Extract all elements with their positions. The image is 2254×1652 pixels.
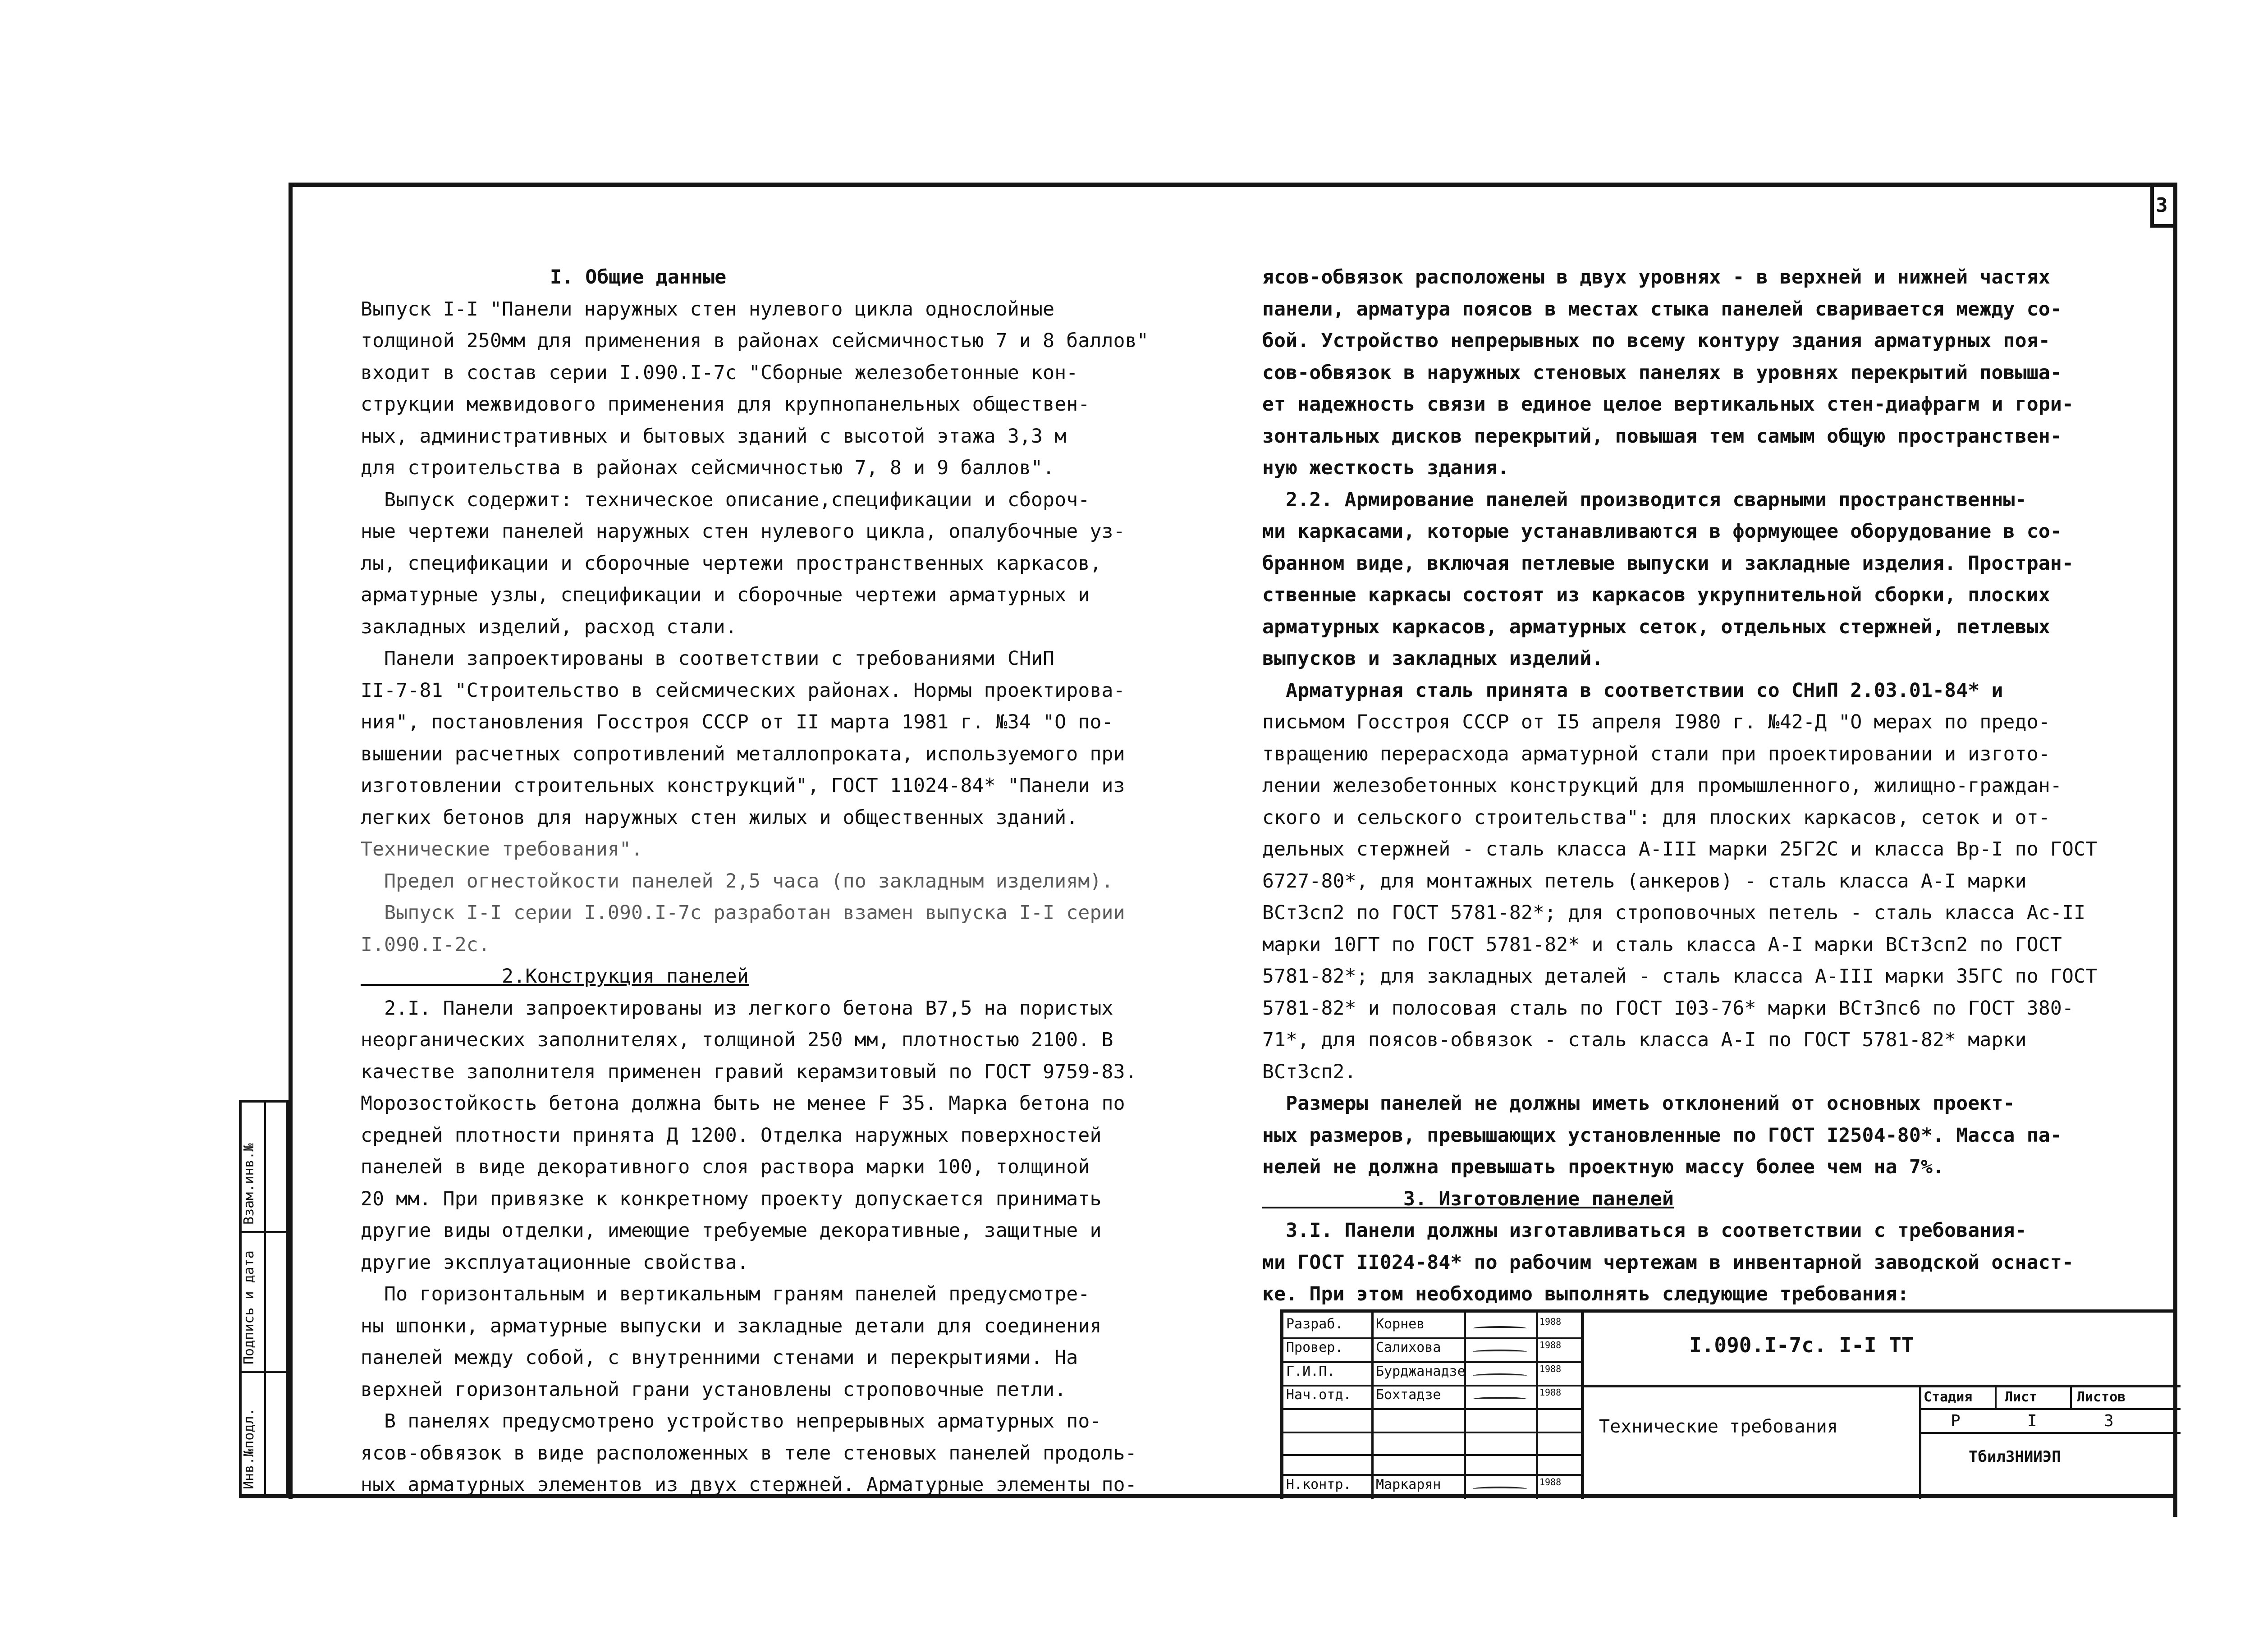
side-stamp-cell xyxy=(242,1103,286,1233)
text-line: ясов-обвязок расположены в двух уровнях - в верхней и нижней частях xyxy=(1262,266,2050,288)
title-block-name: Маркарян xyxy=(1376,1477,1441,1492)
text-line: Размеры панелей не должны иметь отклонений от основных проект- xyxy=(1262,1092,2015,1115)
left-text-column xyxy=(361,261,1149,1501)
text-line: 3.I. Панели должны изготавливаться в соответствии с требования- xyxy=(1262,1219,2027,1242)
text-line: ные чертежи панелей наружных стен нулевого цикла, опалубочные уз- xyxy=(361,520,1125,543)
tb-vline xyxy=(1581,1313,1584,1499)
text-line: бой. Устройство непрерывных по всему контуру здания арматурных поя- xyxy=(1262,329,2050,352)
text-line: средней плотности принята Д 1200. Отделка наружных поверхностей xyxy=(361,1124,1102,1147)
text-line: ми ГОСТ II024-84* по рабочим чертежам в инвентарной заводской оснаст- xyxy=(1262,1251,2074,1274)
title-block-date: 1988 xyxy=(1539,1364,1562,1374)
sheets-value: 3 xyxy=(2104,1412,2114,1430)
text-line: толщиной 250мм для применения в районах сейсмичностью 7 и 8 баллов" xyxy=(361,329,1149,352)
tb-hline xyxy=(1283,1385,1581,1387)
title-block-role: Провер. xyxy=(1286,1340,1343,1355)
tb-hline xyxy=(1283,1361,1581,1363)
text-line: струкции межвидового применения для крупнопанельных обществен- xyxy=(361,393,1090,416)
title-block-date: 1988 xyxy=(1539,1340,1562,1350)
text-line: сов-обвязок в наружных стеновых панелях в уровнях перекрытий повыша- xyxy=(1262,361,2062,384)
tb-hline xyxy=(1919,1408,2181,1410)
text-line: ясов-обвязок в виде расположенных в теле стеновых панелей продоль- xyxy=(361,1441,1137,1464)
tb-vline xyxy=(1536,1313,1538,1499)
tb-hline xyxy=(1283,1337,1581,1339)
text-line: Арматурная сталь принята в соответствии со СНиП 2.03.01-84* и xyxy=(1262,679,2003,702)
text-line: ных размеров, превышающих установленные по ГОСТ I2504-80*. Масса па- xyxy=(1262,1124,2062,1147)
text-line: выпусков и закладных изделий. xyxy=(1262,647,1603,670)
text-line: ную жесткость здания. xyxy=(1262,457,1509,479)
text-line: легких бетонов для наружных стен жилых и общественных зданий. xyxy=(361,806,1078,829)
text-line: ны шпонки, арматурные выпуски и закладные детали для соединения xyxy=(361,1314,1102,1337)
tb-vline xyxy=(2070,1385,2072,1409)
tb-hline xyxy=(1283,1432,1581,1433)
signature-mark xyxy=(1473,1487,1527,1491)
text-line: другие эксплуатационные свойства. xyxy=(361,1251,749,1274)
text-line: зонтальных дисков перекрытий, повышая тем самым общую пространствен- xyxy=(1262,425,2062,448)
text-line: панелей между собой, с внутренними стенами и перекрытиями. На xyxy=(361,1346,1078,1369)
signature-mark xyxy=(1473,1373,1527,1378)
text-line: ке. При этом необходимо выполнять следующие требования: xyxy=(1262,1283,1909,1305)
frame-top-border xyxy=(289,183,2177,187)
text-line: ния", постановления Госстроя СССР от II марта 1981 г. №34 "О по- xyxy=(361,711,1113,733)
text-line: твращению перерасхода арматурной стали при проектировании и изгото- xyxy=(1262,742,2050,765)
text-line: Технические требования". xyxy=(361,838,643,860)
title-block-role: Нач.отд. xyxy=(1286,1387,1351,1403)
text-line: лении железобетонных конструкций для промышленного, жилищно-граждан- xyxy=(1262,774,2062,797)
stage-value: Р xyxy=(1951,1412,1961,1430)
side-approval-stamp xyxy=(239,1100,289,1498)
tb-hline xyxy=(1919,1432,2181,1434)
text-line: ВСт3сп2 по ГОСТ 5781-82*; для строповочных петель - сталь класса Ас-II xyxy=(1262,902,2086,924)
text-line: ми каркасами, которые устанавливаются в формующее оборудование в со- xyxy=(1262,520,2062,543)
sheet-value: I xyxy=(2027,1412,2037,1430)
title-block-date: 1988 xyxy=(1539,1387,1562,1398)
side-stamp-label: Подпись и дата xyxy=(241,1250,257,1364)
text-line: ных, административных и бытовых зданий с высотой этажа 3,3 м xyxy=(361,425,1067,448)
text-line: вышении расчетных сопротивлений металлопроката, используемого при xyxy=(361,742,1125,765)
text-line: I.090.I-2с. xyxy=(361,933,490,956)
text-line: 5781-82* и полосовая сталь по ГОСТ I03-76* марки ВСт3пс6 по ГОСТ 380- xyxy=(1262,997,2074,1020)
title-block xyxy=(1280,1309,2177,1499)
text-line: ных арматурных элементов из двух стержней. Арматурные элементы по- xyxy=(361,1474,1137,1496)
sheet-label: Лист xyxy=(2005,1389,2038,1405)
text-line: для строительства в районах сейсмичностью 7, 8 и 9 баллов". xyxy=(361,457,1055,479)
title-block-name: Бурджанадзе xyxy=(1376,1364,1466,1379)
text-line: II-7-81 "Строительство в сейсмических районах. Нормы проектирова- xyxy=(361,679,1125,702)
text-line: 2.Конструкция панелей xyxy=(361,965,749,988)
text-line: 5781-82*; для закладных деталей - сталь класса А-III марки 35ГС по ГОСТ xyxy=(1262,965,2098,988)
text-line: 6727-80*, для монтажных петель (анкеров) - сталь класса А-I марки xyxy=(1262,869,2027,892)
title-block-role: Г.И.П. xyxy=(1286,1364,1335,1379)
text-line: изготовлении строительных конструкций", ГОСТ 11024-84* "Панели из xyxy=(361,774,1125,797)
text-line: 71*, для поясов-обвязок - сталь класса А-I по ГОСТ 5781-82* марки xyxy=(1262,1029,2027,1051)
text-line: По горизонтальным и вертикальным граням панелей предусмотре- xyxy=(361,1283,1090,1305)
title-block-role: Н.контр. xyxy=(1286,1477,1351,1492)
signature-mark xyxy=(1473,1326,1527,1331)
sheet-title: Технические требования xyxy=(1599,1416,1838,1437)
tb-hline xyxy=(1581,1385,2181,1387)
text-line: 2.2. Армирование панелей производится сварными пространственны- xyxy=(1262,488,2027,511)
signature-mark xyxy=(1473,1397,1527,1401)
tb-hline xyxy=(1283,1474,1581,1476)
text-line: Морозостойкость бетона должна быть не менее F 35. Марка бетона по xyxy=(361,1092,1125,1115)
side-stamp-cell xyxy=(242,1373,286,1496)
title-block-date: 1988 xyxy=(1539,1477,1562,1487)
tb-vline xyxy=(1919,1385,1921,1499)
text-line: дельных стержней - сталь класса А-III марки 25Г2С и класса Вр-I по ГОСТ xyxy=(1262,838,2098,860)
text-line: ВСт3сп2. xyxy=(1262,1060,1356,1083)
text-line: панелей в виде декоративного слоя раствора марки 100, толщиной xyxy=(361,1156,1090,1178)
title-block-name: Бохтадзе xyxy=(1376,1387,1441,1403)
sheets-label: Листов xyxy=(2077,1389,2126,1405)
signature-mark xyxy=(1473,1350,1527,1354)
text-line: I. Общие данные xyxy=(550,266,727,288)
text-line: арматурных каркасов, арматурных сеток, отдельных стержней, петлевых xyxy=(1262,615,2050,638)
text-line: ет надежность связи в единое целое вертикальных стен-диафрагм и гори- xyxy=(1262,393,2074,416)
frame-left-border xyxy=(289,183,293,1499)
text-line: письмом Госстроя СССР от I5 апреля I980 г. №42-Д "О мерах по предо- xyxy=(1262,711,2050,733)
tb-vline xyxy=(1464,1313,1466,1499)
text-line: 3. Изготовление панелей xyxy=(1262,1187,1674,1210)
side-stamp-label: Инв.№подл. xyxy=(241,1408,257,1489)
tb-hline xyxy=(1283,1454,1581,1456)
text-line: неорганических заполнителях, толщиной 250 мм, плотностью 2100. В xyxy=(361,1029,1113,1051)
tb-hline xyxy=(1283,1408,1581,1410)
text-line: 2.I. Панели запроектированы из легкого бетона В7,5 на пористых xyxy=(361,997,1113,1020)
text-line: 20 мм. При привязке к конкретному проекту допускается принимать xyxy=(361,1187,1102,1210)
sheet-number: 3 xyxy=(2156,194,2168,217)
text-line: качестве заполнителя применен гравий керамзитовый по ГОСТ 9759-83. xyxy=(361,1060,1137,1083)
text-line: нелей не должна превышать проектную массу более чем на 7%. xyxy=(1262,1156,1945,1178)
text-line: лы, спецификации и сборочные чертежи пространственных каркасов, xyxy=(361,552,1102,575)
text-line: Выпуск I-I серии I.090.I-7с разработан взамен выпуска I-I серии xyxy=(361,902,1125,924)
text-line: входит в состав серии I.090.I-7с "Сборные железобетонные кон- xyxy=(361,361,1078,384)
text-line: Предел огнестойкости панелей 2,5 часа (по закладным изделиям). xyxy=(361,869,1113,892)
text-line: панели, арматура поясов в местах стыка панелей сваривается между со- xyxy=(1262,297,2062,320)
tb-vline xyxy=(1371,1313,1374,1499)
text-line: верхней горизонтальной грани установлены строповочные петли. xyxy=(361,1378,1067,1401)
text-line: другие виды отделки, имеющие требуемые декоративные, защитные и xyxy=(361,1219,1102,1242)
document-code: I.090.I-7с. I-I ТТ xyxy=(1689,1333,1914,1357)
text-line: ского и сельского строительства": для плоских каркасов, сеток и от- xyxy=(1262,806,2050,829)
stage-label: Стадия xyxy=(1924,1389,1973,1405)
title-block-date: 1988 xyxy=(1539,1316,1562,1327)
text-line: Выпуск I-I "Панели наружных стен нулевого цикла однослойные xyxy=(361,297,1055,320)
text-line: закладных изделий, расход стали. xyxy=(361,615,737,638)
title-block-name: Салихова xyxy=(1376,1340,1441,1355)
text-line: марки 10ГТ по ГОСТ 5781-82* и сталь класса А-I марки ВСт3сп2 по ГОСТ xyxy=(1262,933,2062,956)
title-block-role: Разраб. xyxy=(1286,1316,1343,1332)
text-line: бранном виде, включая петлевые выпуски и закладные изделия. Простран- xyxy=(1262,552,2074,575)
text-line: арматурные узлы, спецификации и сборочные чертежи арматурных и xyxy=(361,584,1090,606)
text-line: ственные каркасы состоят из каркасов укрупнительной сборки, плоских xyxy=(1262,584,2050,606)
side-stamp-cell xyxy=(242,1233,286,1373)
side-stamp-label: Взам.инв.№ xyxy=(241,1143,257,1225)
organization: ТбилЗНИИЭП xyxy=(1969,1448,2061,1466)
tb-vline xyxy=(1995,1385,1997,1409)
title-block-name: Корнев xyxy=(1376,1316,1425,1332)
text-line: В панелях предусмотрено устройство непрерывных арматурных по- xyxy=(361,1410,1102,1432)
right-text-column xyxy=(1262,261,2097,1310)
text-line: Выпуск содержит: техническое описание,спецификации и сбороч- xyxy=(361,488,1090,511)
text-line: Панели запроектированы в соответствии с требованиями СНиП xyxy=(361,647,1055,670)
